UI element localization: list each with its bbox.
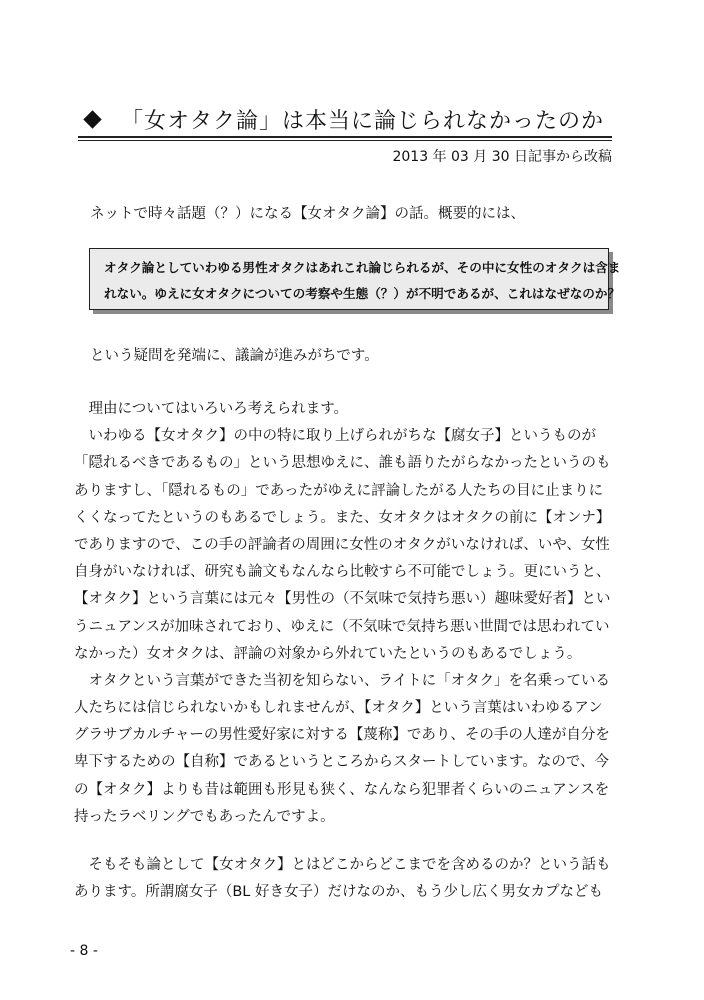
body-line: なかった）女オタクは、評論の対象から外れていたというのもあるでしょう。 xyxy=(74,645,582,662)
diamond-bullet-icon xyxy=(83,110,101,128)
body-line: 自身がいなければ、研究も論文もなんなら比較すら不可能でしょう。更にいうと、 xyxy=(74,564,611,581)
body-line: オタクという言葉ができた当初を知らない、ライトに「オタク」を名乗っている xyxy=(74,672,611,689)
quote-box xyxy=(89,248,621,310)
body-line: そもそも論として【女オタク】とはどこからどこまでを含めるのか？という話も xyxy=(74,857,611,873)
body-text xyxy=(74,396,619,831)
body-line: でありますので、この手の評論者の周囲に女性のオタクがいなければ、いや、女性 xyxy=(74,536,610,553)
body-line: うニュアンスが加味されており、ゆえに（不気味で気持ち悪い世間では思われてい xyxy=(74,618,610,635)
body-line: 【オタク】という言葉には元々【男性の（不気味で気持ち悪い）趣味愛好者】とい xyxy=(74,591,611,608)
body-line: 理由についてはいろいろ考えられます。 xyxy=(74,401,349,417)
dateline: 2013 年 03 月 30 日記事から改稿 xyxy=(392,149,612,165)
intro-paragraph: ネットで時々話題（？）になる【女オタク論】の話。概要的には、 xyxy=(90,206,525,222)
section-heading xyxy=(80,102,620,136)
after-quote-paragraph: という疑問を発端に、議論が進みがちです。 xyxy=(90,348,379,364)
heading-rule-thin xyxy=(78,140,612,141)
quote-line-2: れない。ゆえに女オタクについての考察や生態（？）が不明であるが、これはなぜなのか？ xyxy=(104,286,621,301)
body-line: グラサブカルチャーの男性愛好家に対する【蔑称】であり、その手の人達が自分を xyxy=(74,727,610,744)
body-line: いわゆる【女オタク】の中の特に取り上げられがちな【腐女子】というものが xyxy=(74,428,596,445)
body-line: 卑下するための【自称】であるというところからスタートしています。なので、今 xyxy=(74,754,610,771)
body-line: 持ったラベリングでもあったんですよ。 xyxy=(74,808,335,825)
body-line: あります。所謂腐女子（BL 好き女子）だけなのか、もう少し広く男女カプなども xyxy=(74,884,603,901)
body-line: くくなってたというのもあるでしょう。また、女オタクはオタクの前に【オンナ】 xyxy=(74,509,611,526)
body-line: ありますし、「隠れるもの」であったがゆえに評論したがる人たちの目に止まりに xyxy=(74,482,604,499)
body-line: の【オタク】よりも昔は範囲も形見も狭く、なんなら犯罪者くらいのニュアンスを xyxy=(74,781,610,798)
body-line: 「隠れるべきであるもの」という思想ゆえに、誰も語りたがらなかったというのも xyxy=(74,455,611,472)
quote-line-1: オタク論としていわゆる男性オタクはあれこれ論じられるが、その中に女性のオタクは含ま xyxy=(104,260,621,275)
heading-title: 「女オタク論」は本当に論じられなかったのか xyxy=(121,108,605,134)
body-line: 人たちには信じられないかもしれませんが、【オタク】という言葉はいわゆるアン xyxy=(74,700,603,717)
heading-rule-thick xyxy=(78,136,612,138)
body-text-2 xyxy=(74,852,619,906)
page-number: - 8 - xyxy=(70,943,98,959)
